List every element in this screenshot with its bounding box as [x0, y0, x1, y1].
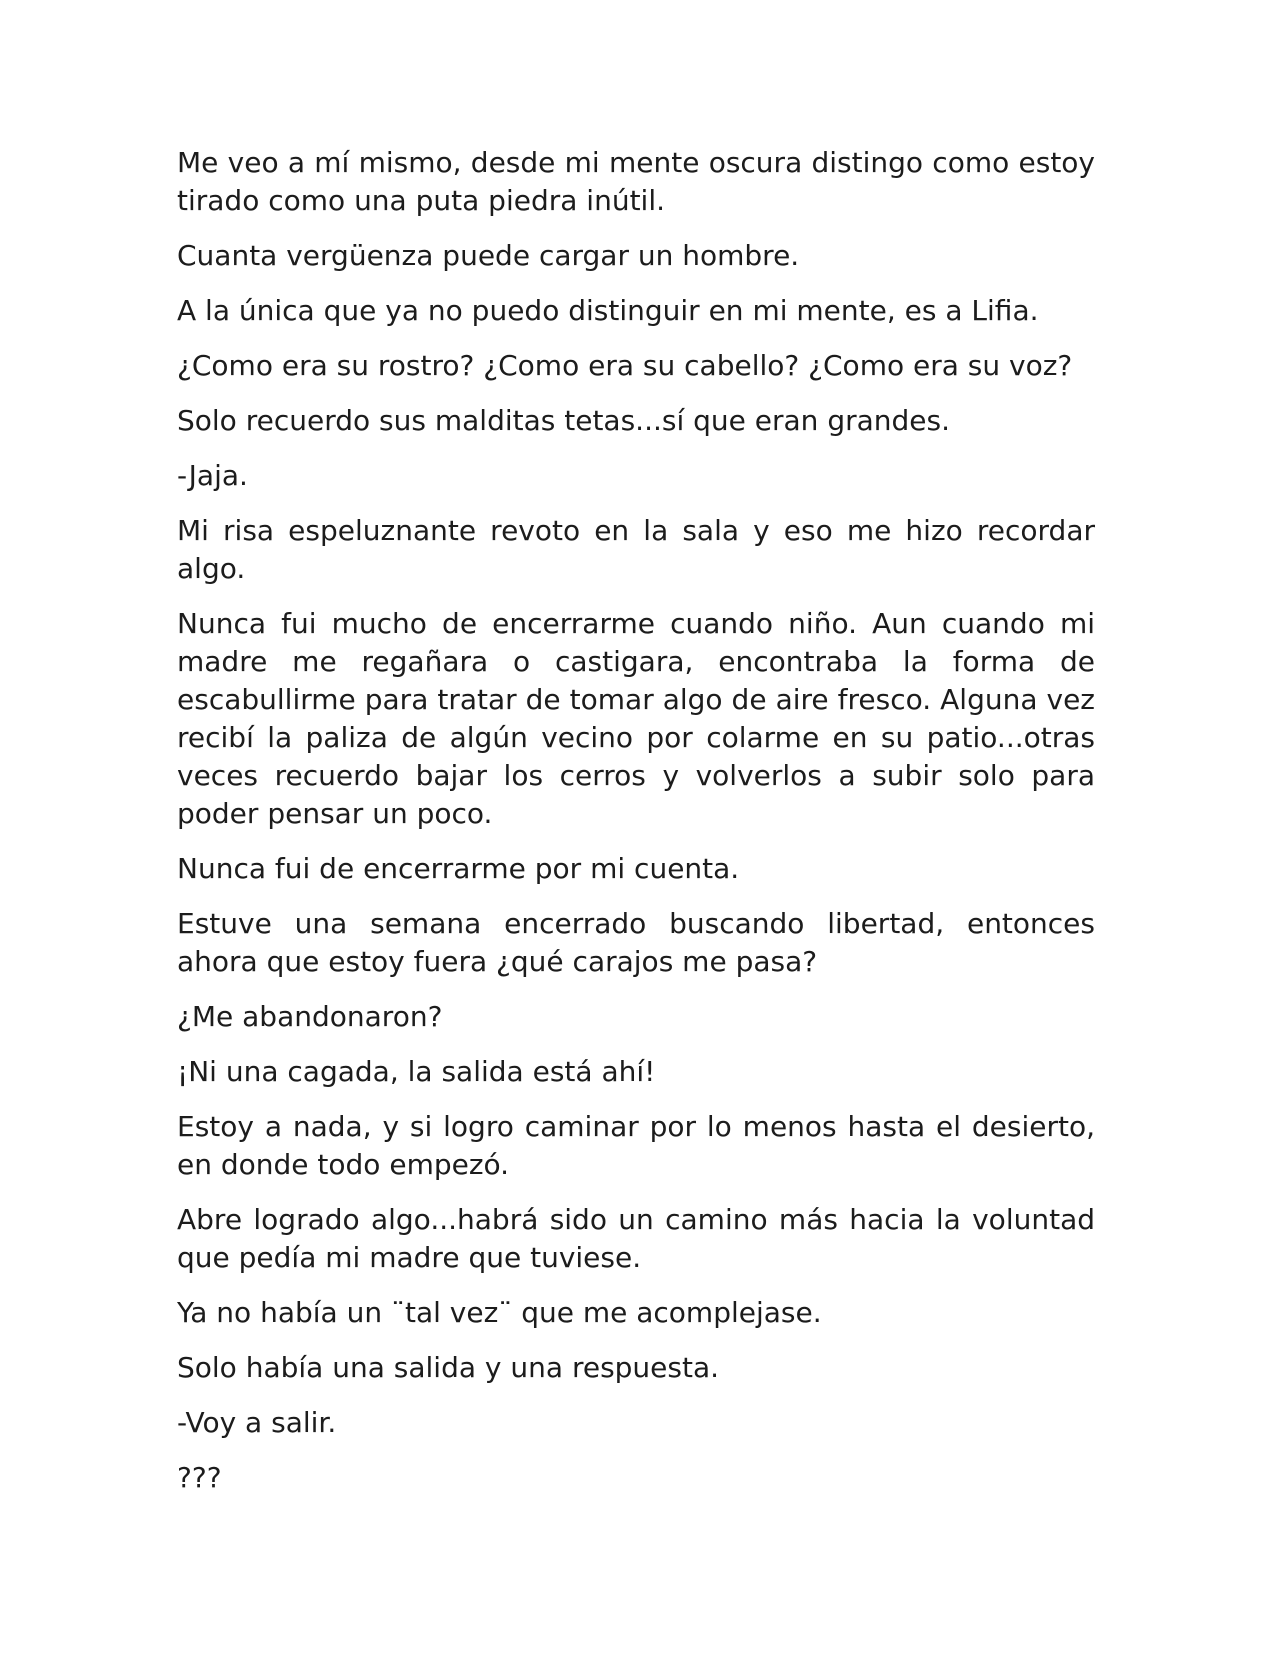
paragraph: ¿Como era su rostro? ¿Como era su cabello? ¿Como era su voz?: [177, 349, 1073, 382]
paragraph: Abre logrado algo...habrá sido un camino más hacia la voluntad que pedía mi madre que tuviese.: [177, 1203, 1095, 1274]
paragraph: Cuanta vergüenza puede cargar un hombre.: [177, 239, 800, 272]
paragraph: Nunca fui de encerrarme por mi cuenta.: [177, 852, 740, 885]
paragraph: A la única que ya no puedo distinguir en mi mente, es a Lifia.: [177, 294, 1039, 327]
paragraph: Estoy a nada, y si logro caminar por lo menos hasta el desierto, en donde todo empezó.: [177, 1110, 1095, 1181]
paragraph: -Voy a salir.: [177, 1406, 337, 1439]
paragraph: ¿Me abandonaron?: [177, 1000, 443, 1033]
paragraph: Nunca fui mucho de encerrarme cuando niño. Aun cuando mi madre me regañara o castigara, encontraba la forma de escabullirme para tratar de tomar algo de aire fresco. Alguna vez recibí la paliza de algún vecino por colarme en su patio...otras veces recuerdo bajar los cerros y volverlos a subir solo para poder pensar un poco.: [177, 607, 1095, 830]
body-text: [177, 144, 1095, 1514]
paragraph: ???: [177, 1461, 222, 1494]
paragraph: -Jaja.: [177, 459, 248, 492]
paragraph: ¡Ni una cagada, la salida está ahí!: [177, 1055, 656, 1088]
paragraph: Mi risa espeluznante revoto en la sala y eso me hizo recordar algo.: [177, 514, 1095, 585]
paragraph: Solo recuerdo sus malditas tetas...sí que eran grandes.: [177, 404, 951, 437]
paragraph: Solo había una salida y una respuesta.: [177, 1351, 720, 1384]
paragraph: Ya no había un ¨tal vez¨ que me acomplejase.: [177, 1296, 822, 1329]
paragraph: Me veo a mí mismo, desde mi mente oscura distingo como estoy tirado como una puta piedra inútil.: [177, 146, 1095, 217]
paragraph: Estuve una semana encerrado buscando libertad, entonces ahora que estoy fuera ¿qué carajos me pasa?: [177, 907, 1095, 978]
